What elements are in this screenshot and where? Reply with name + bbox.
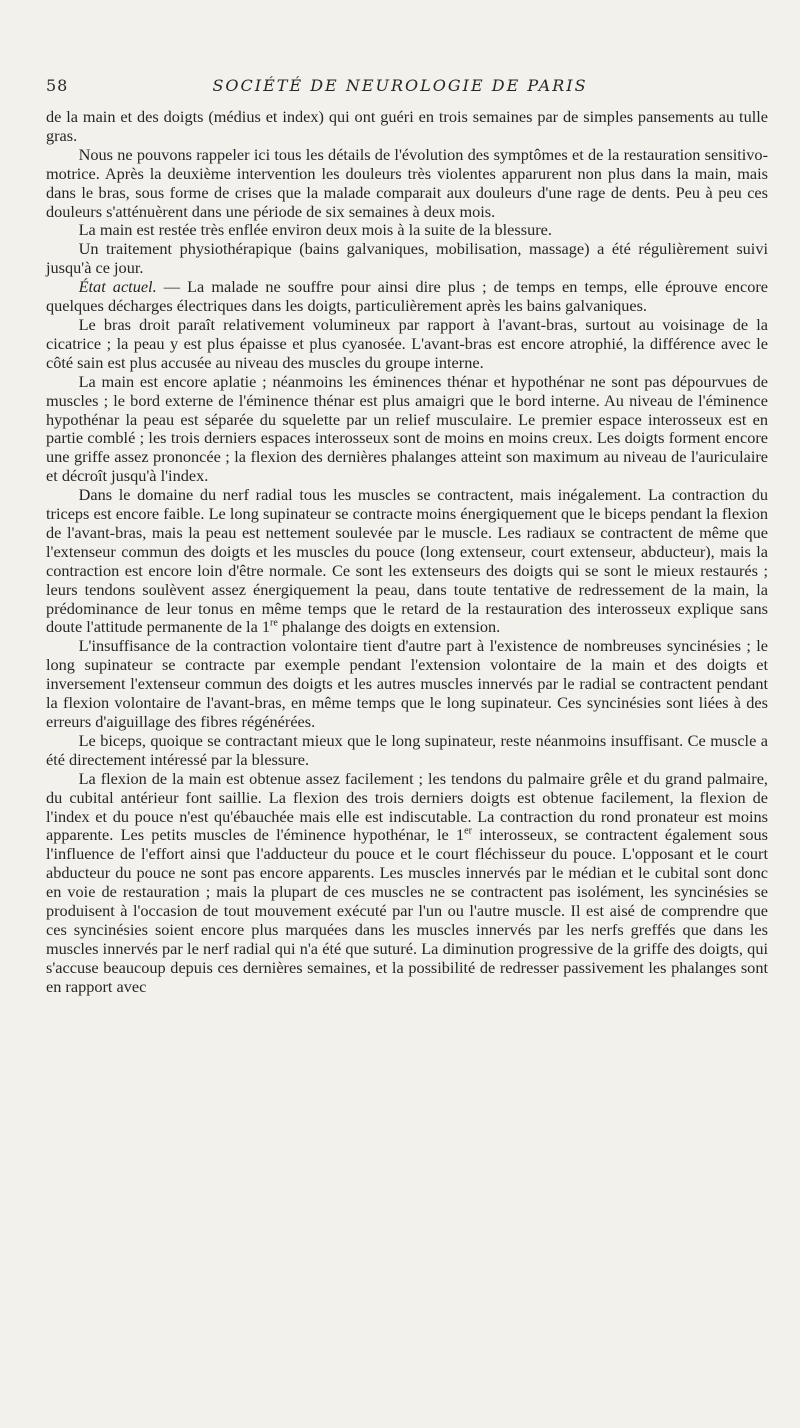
journal-title: SOCIÉTÉ DE NEUROLOGIE DE PARIS	[212, 76, 588, 95]
paragraph: La main est encore aplatie ; néanmoins les éminences thénar et hypothénar ne sont pas dépourvues de muscles ; le bord externe de l'éminence thénar est plus amaigri que le bord interne. Au niveau de l'éminence hypothénar la peau est séparée du squelette par un relief musculaire. Le premier espace interosseux est en partie comblé ; les trois derniers espaces interosseux sont de moins en moins creux. Les doigts forment encore une griffe assez prononcée ; la flexion des dernières phalanges atteint son maximum au niveau de l'auriculaire et décroît jusqu'à l'index.	[46, 371, 768, 486]
paragraph: Un traitement physiothérapique (bains galvaniques, mobilisation, massage) a été régulièrement suivi jusqu'à ce jour.	[46, 239, 768, 278]
paragraph-text: — La malade ne souffre pour ainsi dire plus ; de temps en temps, elle éprouve encore quelques décharges électriques dans les doigts, particulièrement après les bains galvaniques.	[46, 277, 768, 316]
paragraph: Le bras droit paraît relativement volumineux par rapport à l'avant-bras, surtout au voisinage de la cicatrice ; la peau y est plus épaisse et plus cyanosée. L'avant-bras est encore atrophié, la différence avec le côté sain est plus accusée au niveau des muscles du groupe interne.	[46, 314, 768, 372]
paragraph: Nous ne pouvons rappeler ici tous les détails de l'évolution des symptômes et de la restauration sensitivo-motrice. Après la deuxième intervention les douleurs très violentes apparurent non plus dans la main, mais dans le bras, sous forme de crises que la malade comparait aux douleurs d'une rage de dents. Peu à peu ces douleurs s'atténuèrent dans une période de six semaines à deux mois.	[46, 144, 768, 221]
section-lead: État actuel.	[78, 277, 157, 297]
body-text	[46, 108, 768, 997]
running-header	[0, 76, 800, 100]
paragraph: La flexion de la main est obtenue assez facilement ; les tendons du palmaire grêle et du grand palmaire, du cubital antérieur font saillie. La flexion des trois derniers doigts est obtenue facilement, la flexion de l'index et du pouce n'est qu'ébauchée mais elle est indiscutable. La contraction du rond pronateur est moins apparente. Les petits muscles de l'éminence hypothénar, le 1er interosseux, se contractent également sous l'influence de l'effort ainsi que l'adducteur du pouce et le court fléchisseur du pouce. L'opposant et le court abducteur du pouce ne sont pas encore apparents. Les muscles innervés par le médian et le cubital sont donc en voie de restauration ; mais la plupart de ces muscles ne se contractent pas isolément, les syncinésies se produisent à l'occasion de tout mouvement exécuté par l'un ou l'autre muscle. Il est aisé de comprendre que ces syncinésies soient encore plus marquées dans les muscles innervés par les nerfs greffés que dans les muscles innervés par le nerf radial qui n'a été que suturé. La diminution progressive de la griffe des doigts, qui s'accuse beaucoup depuis ces dernières semaines, et la possibilité de redresser passivement les phalanges sont en rapport avec	[46, 768, 769, 996]
page-number: 58	[46, 76, 69, 95]
paragraph	[46, 278, 768, 316]
paragraph: Dans le domaine du nerf radial tous les muscles se contractent, mais inégalement. La contraction du triceps est encore faible. Le long supinateur se contracte moins énergiquement que le biceps pendant la flexion de l'avant-bras, mais la peau est nettement soulevée par le muscle. Les radiaux se contractent de même que l'extenseur commun des doigts et les muscles du pouce (long extenseur, court extenseur, abducteur), mais la contraction est encore loin d'être normale. Ce sont les extenseurs des doigts qui se sont le mieux restaurés ; leurs tendons soulèvent assez énergiquement la peau, dans toute tentative de redressement de la main, la prédominance de leur tonus en même temps que le retard de la restauration des interosseux explique sans doute l'attitude permanente de la 1re phalange des doigts en extension.	[46, 485, 768, 637]
paragraph: La main est restée très enflée environ deux mois à la suite de la blessure.	[78, 220, 552, 240]
paragraph: Le biceps, quoique se contractant mieux que le long supinateur, reste néanmoins insuffisant. Ce muscle a été directement intéressé par la blessure.	[46, 730, 768, 769]
paragraph: L'insuffisance de la contraction volontaire tient d'autre part à l'existence de nombreuses syncinésies ; le long supinateur se contracte par exemple pendant l'extension volontaire de la main et des doigts et inversement l'extenseur commun des doigts et les autres muscles innervés par le radial se contractent pendant la flexion volontaire de l'avant-bras, en même temps que le long supinateur. Ces syncinésies sont liées à des erreurs d'aiguillage des fibres régénérées.	[46, 636, 768, 731]
paragraph: de la main et des doigts (médius et index) qui ont guéri en trois semaines par de simples pansements au tulle gras.	[46, 107, 768, 145]
